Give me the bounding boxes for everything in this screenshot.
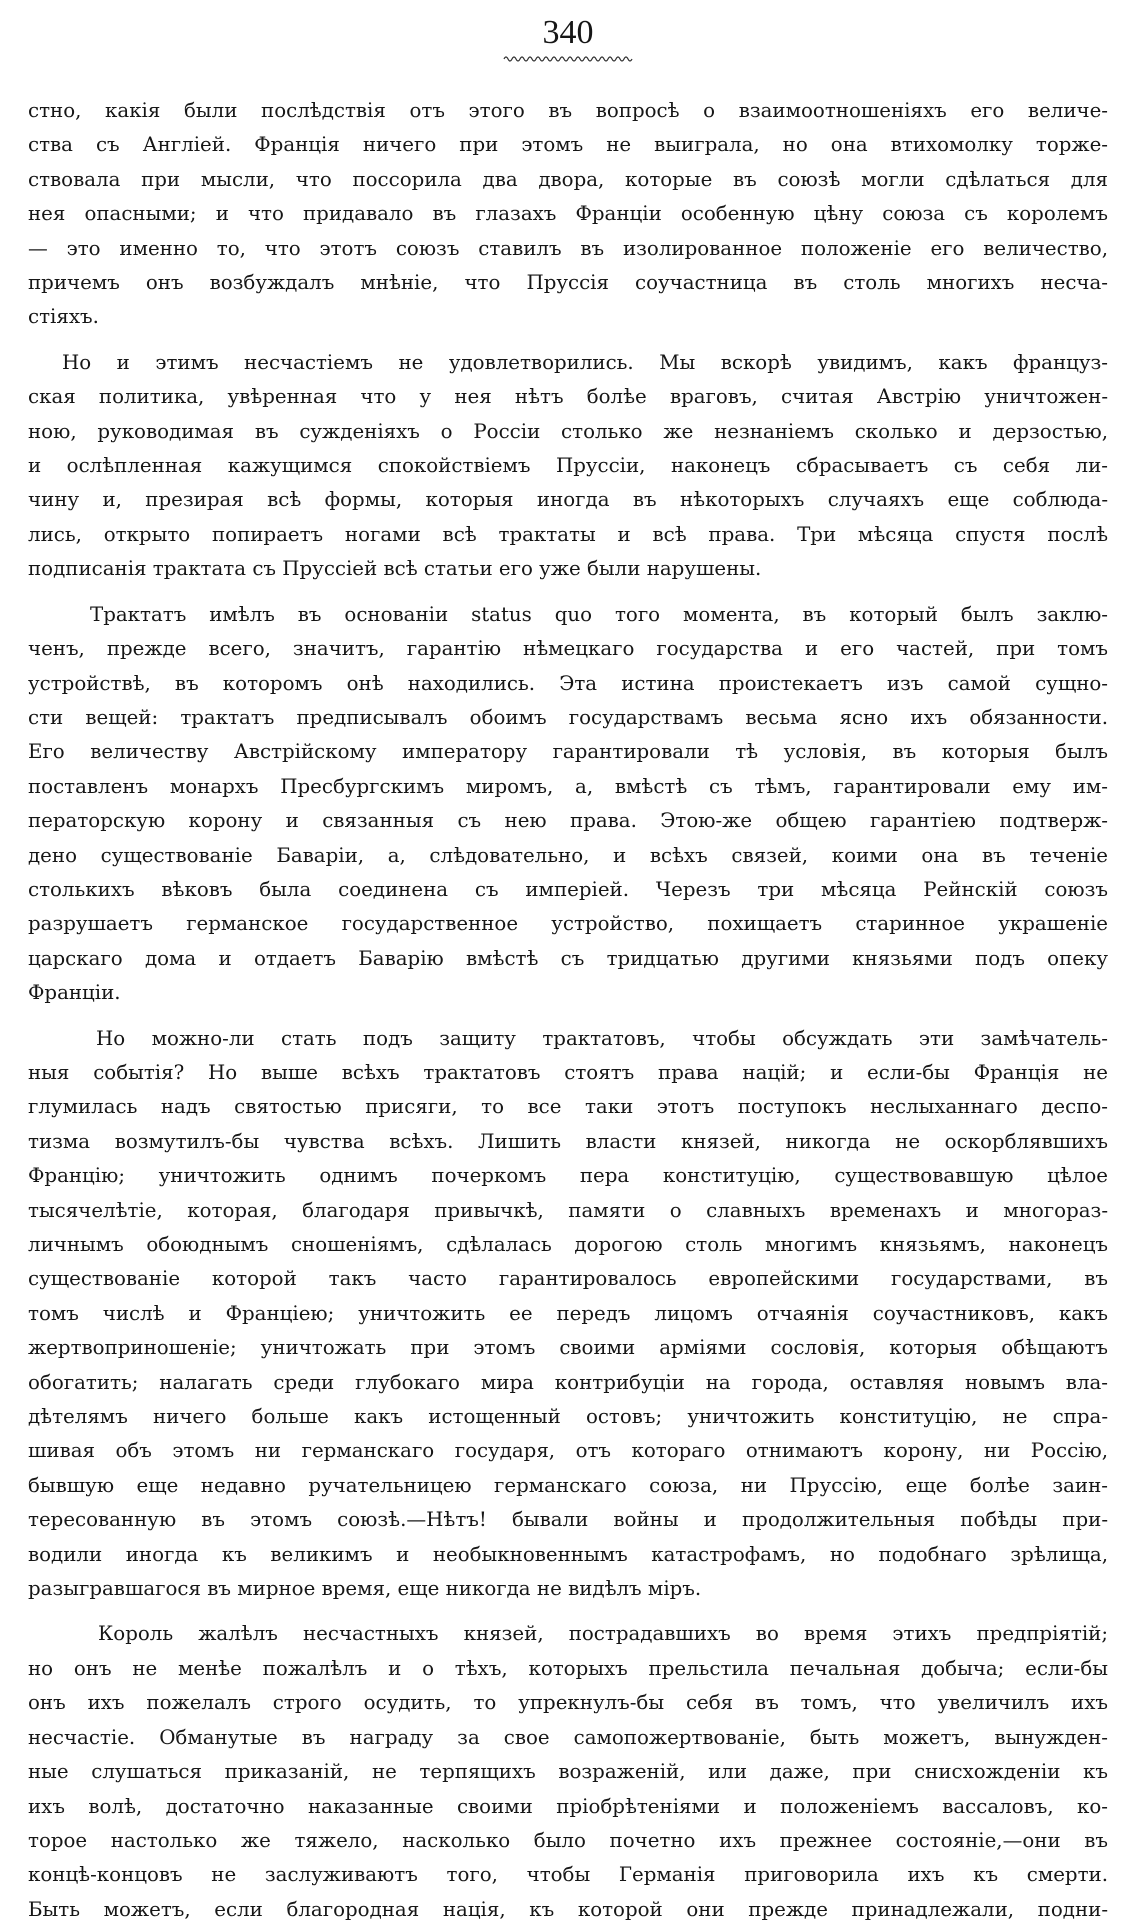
text-line: тересованную въ этомъ союзѣ.—Нѣтъ! бывали войны и продолжительныя побѣды при- — [28, 1508, 1108, 1532]
text-line: разрушаетъ германское государственное устройство, похищаетъ старинное украшеніе — [28, 912, 1108, 936]
text-line: причемъ онъ возбуждалъ мнѣніе, что Пруссія соучастница въ столь многихъ несча- — [28, 271, 1108, 295]
text-line: лись, открыто попираетъ ногами всѣ трактаты и всѣ права. Три мѣсяца спустя послѣ — [28, 522, 1108, 546]
text-line: устройствѣ, въ которомъ онѣ находились. Эта истина проистекаетъ изъ самой сущно- — [28, 671, 1108, 695]
text-line: но онъ не менѣе пожалѣлъ и о тѣхъ, которыхъ прельстила печальная добыча; если-бы — [28, 1656, 1108, 1680]
text-line: нея опасными; и что придавало въ глазахъ Франціи особенную цѣну союза съ королемъ — [28, 202, 1108, 226]
text-line: Франціи. — [28, 981, 121, 1005]
book-page — [28, 0, 1108, 1921]
paragraph — [28, 598, 1108, 1011]
text-line: и ослѣпленная кажущимся спокойствіемъ Пруссіи, наконецъ сбрасываетъ съ себя ли- — [28, 454, 1108, 478]
text-line: Но и этимъ несчастіемъ не удовлетворились. Мы вскорѣ увидимъ, какъ француз- — [62, 350, 1108, 374]
text-line: концѣ-концовъ не заслуживаютъ того, чтобы Германія приговорила ихъ къ смерти. — [28, 1863, 1108, 1887]
text-line: Его величеству Австрійскому императору гарантировали тѣ условія, въ которыя былъ — [28, 740, 1108, 764]
text-line: поставленъ монархъ Пресбургскимъ миромъ, а, вмѣстѣ съ тѣмъ, гарантировали ему им- — [28, 774, 1108, 798]
text-line: ною, руководимая въ сужденіяхъ о Россіи столько же незнаніемъ сколько и дерзостью, — [28, 419, 1108, 443]
text-line: столькихъ вѣковъ была соединена съ имперіей. Черезъ три мѣсяца Рейнскій союзъ — [28, 877, 1108, 901]
page-header — [28, 14, 1108, 64]
text-line: водили иногда къ великимъ и необыкновеннымъ катастрофамъ, но подобнаго зрѣлища, — [28, 1542, 1108, 1566]
text-line: ные слушаться приказаній, не терпящихъ возраженій, или даже, при снисхожденіи къ — [28, 1760, 1108, 1784]
text-line: несчастіе. Обманутые въ награду за свое самопожертвованіе, быть можетъ, вынужден- — [28, 1725, 1108, 1749]
text-line: Но можно-ли стать подъ защиту трактатовъ, чтобы обсуждать эти замѣчатель- — [96, 1026, 1108, 1050]
text-line: жертвоприношеніе; уничтожать при этомъ своими арміями сословія, которыя обѣщаютъ — [28, 1336, 1108, 1360]
text-line: дѣтелямъ ничего больше какъ истощенный остовъ; уничтожить конституцію, не спра- — [28, 1405, 1108, 1429]
text-line: царскаго дома и отдаетъ Баварію вмѣстѣ съ тридцатью другими князьями подъ опеку — [28, 946, 1108, 970]
text-line: бывшую еще недавно ручательницею германскаго союза, ни Пруссію, еще болѣе заин- — [28, 1473, 1108, 1497]
wavy-rule-ornament — [502, 54, 634, 64]
text-line: Францію; уничтожить однимъ почеркомъ пера конституцію, существовавшую цѣлое — [28, 1164, 1108, 1188]
paragraph — [28, 1022, 1108, 1607]
text-line: существованіе которой такъ часто гарантировалось европейскими государствами, въ — [28, 1267, 1108, 1291]
text-line: Быть можетъ, если благородная нація, къ которой они прежде принадлежали, подни- — [28, 1897, 1108, 1921]
text-line: стіяхъ. — [28, 305, 99, 329]
paragraph — [28, 346, 1108, 587]
body-text — [28, 94, 1108, 1927]
text-line: ствовала при мысли, что поссорила два двора, которые въ союзѣ могли сдѣлаться для — [28, 167, 1108, 191]
text-line: подписанія трактата съ Пруссіей всѣ статьи его уже были нарушены. — [28, 557, 762, 581]
text-line: тизма возмутилъ-бы чувства всѣхъ. Лишить власти князей, никогда не оскорблявшихъ — [28, 1129, 1108, 1153]
text-line: онъ ихъ пожелалъ строго осудить, то упрекнулъ-бы себя въ томъ, что увеличилъ ихъ — [28, 1691, 1108, 1715]
text-line: чину и, презирая всѣ формы, которыя иногда въ нѣкоторыхъ случаяхъ еще соблюда- — [28, 488, 1108, 512]
text-line: ныя событія? Но выше всѣхъ трактатовъ стоятъ права націй; и если-бы Франція не — [28, 1060, 1108, 1084]
text-line: Трактатъ имѣлъ въ основаніи status quo того момента, въ который былъ заклю- — [90, 602, 1108, 626]
paragraph — [28, 94, 1108, 335]
text-line: шивая объ этомъ ни германскаго государя, отъ котораго отнимаютъ корону, ни Россію, — [28, 1439, 1108, 1463]
text-line: сти вещей: трактатъ предписывалъ обоимъ государствамъ весьма ясно ихъ обязанности. — [28, 705, 1108, 729]
text-line: ства съ Англіей. Франція ничего при этомъ не выиграла, но она втихомолку торже- — [28, 133, 1108, 157]
text-line: Король жалѣлъ несчастныхъ князей, пострадавшихъ во время этихъ предпріятій; — [98, 1622, 1108, 1646]
text-line: томъ числѣ и Франціею; уничтожить ее передъ лицомъ отчаянія соучастниковъ, какъ — [28, 1301, 1108, 1325]
text-line: обогатить; налагать среди глубокаго мира контрибуціи на города, оставляя новымъ вла- — [28, 1370, 1108, 1394]
text-line: тысячелѣтіе, которая, благодаря привычкѣ, памяти о славныхъ временахъ и многораз- — [28, 1198, 1108, 1222]
text-line: личнымъ обоюднымъ сношеніямъ, сдѣлалась дорогою столь многимъ князьямъ, наконецъ — [28, 1233, 1108, 1256]
text-line: торое настолько же тяжело, насколько было почетно ихъ прежнее состояніе,—они въ — [28, 1828, 1108, 1852]
text-line: ченъ, прежде всего, значитъ, гарантію нѣмецкаго государства и его частей, при томъ — [28, 637, 1108, 661]
text-line: ская политика, увѣренная что у нея нѣтъ болѣе враговъ, считая Австрію уничтожен- — [28, 385, 1108, 409]
text-line: — это именно то, что этотъ союзъ ставилъ въ изолированное положеніе его величество, — [28, 236, 1108, 260]
text-line: глумилась надъ святостью присяги, то все таки этотъ поступокъ неслыханнаго деспо- — [28, 1095, 1108, 1119]
text-line: ихъ волѣ, достаточно наказанные своими пріобрѣтеніями и положеніемъ вассаловъ, ко- — [28, 1794, 1108, 1818]
page-number: 340 — [542, 14, 594, 51]
text-line: стно, какія были послѣдствія отъ этого въ вопросѣ о взаимоотношеніяхъ его величе- — [28, 99, 1108, 122]
text-line: разыгравшагося въ мирное время, еще никогда не видѣлъ міръ. — [28, 1577, 702, 1601]
text-line: ператорскую корону и связанныя съ нею права. Этою-же общею гарантіею подтверж- — [28, 809, 1108, 833]
text-line: дено существованіе Баваріи, а, слѣдовательно, и всѣхъ связей, коими она въ теченіе — [28, 843, 1108, 867]
